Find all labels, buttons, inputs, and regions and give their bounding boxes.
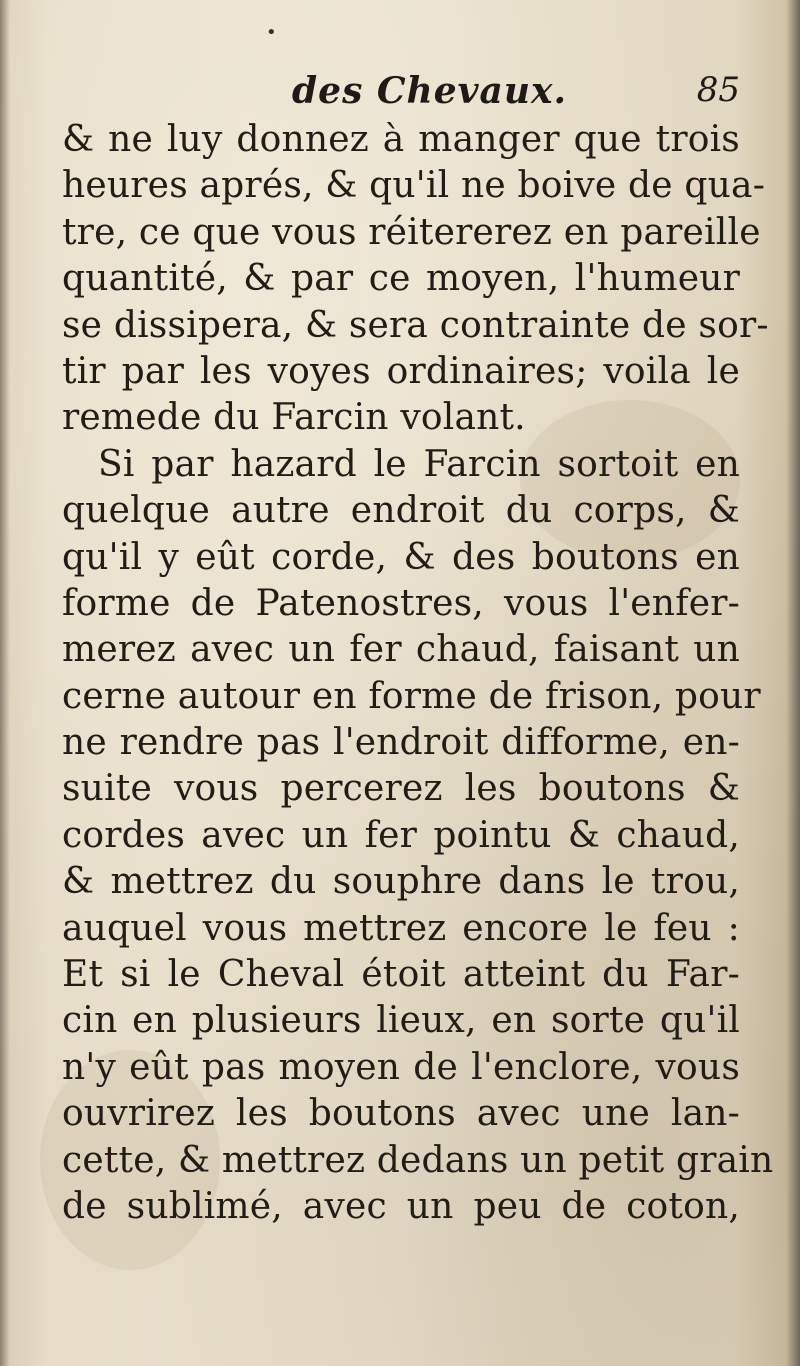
- page-header: [60, 70, 740, 120]
- text-line: cin en plusieurs lieux, en sorte qu'il: [62, 1000, 740, 1042]
- text-line: ne rendre pas l'endroit difforme, en-: [62, 722, 740, 764]
- text-line: cordes avec un fer pointu & chaud,: [62, 814, 740, 856]
- page-edge-shadow-left: [0, 0, 10, 1366]
- text-line: quelque autre endroit du corps, &: [62, 490, 740, 532]
- text-line: cette, & mettrez dedans un petit grain: [62, 1139, 774, 1181]
- text-line: Et si le Cheval étoit atteint du Far-: [62, 954, 740, 996]
- text-line: & mettrez du souphre dans le trou,: [62, 861, 740, 903]
- text-line: Si par hazard le Farcin sortoit en: [98, 443, 740, 485]
- page-edge-shadow-right: [786, 0, 800, 1366]
- text-line: heures aprés, & qu'il ne boive de qua-: [62, 165, 766, 207]
- text-line: de sublimé, avec un peu de coton,: [62, 1185, 740, 1227]
- page-number: 85: [696, 70, 740, 110]
- running-title: des Chevaux.: [292, 70, 568, 112]
- ink-speck: •: [266, 22, 277, 43]
- text-line: ouvrirez les boutons avec une lan-: [62, 1093, 740, 1135]
- text-line: n'y eût pas moyen de l'enclore, vous: [62, 1046, 740, 1088]
- text-line: auquel vous mettrez encore le feu :: [62, 907, 740, 949]
- text-line: tre, ce que vous réitererez en pareille: [62, 211, 761, 253]
- text-line: quantité, & par ce moyen, l'humeur: [62, 258, 740, 300]
- text-line: cerne autour en forme de frison, pour: [62, 675, 761, 717]
- body-text: [62, 117, 774, 1230]
- text-line: & ne luy donnez à manger que trois: [62, 119, 740, 160]
- text-line: se dissipera, & sera contrainte de sor-: [62, 304, 769, 346]
- text-line: merez avec un fer chaud, faisant un: [62, 629, 740, 671]
- text-line: qu'il y eût corde, & des boutons en: [62, 536, 740, 578]
- text-line: tir par les voyes ordinaires; voila le: [62, 350, 740, 392]
- text-line: forme de Patenostres, vous l'enfer-: [62, 582, 740, 624]
- text-line: suite vous percerez les boutons &: [62, 768, 740, 810]
- text-line: remede du Farcin volant.: [62, 397, 526, 439]
